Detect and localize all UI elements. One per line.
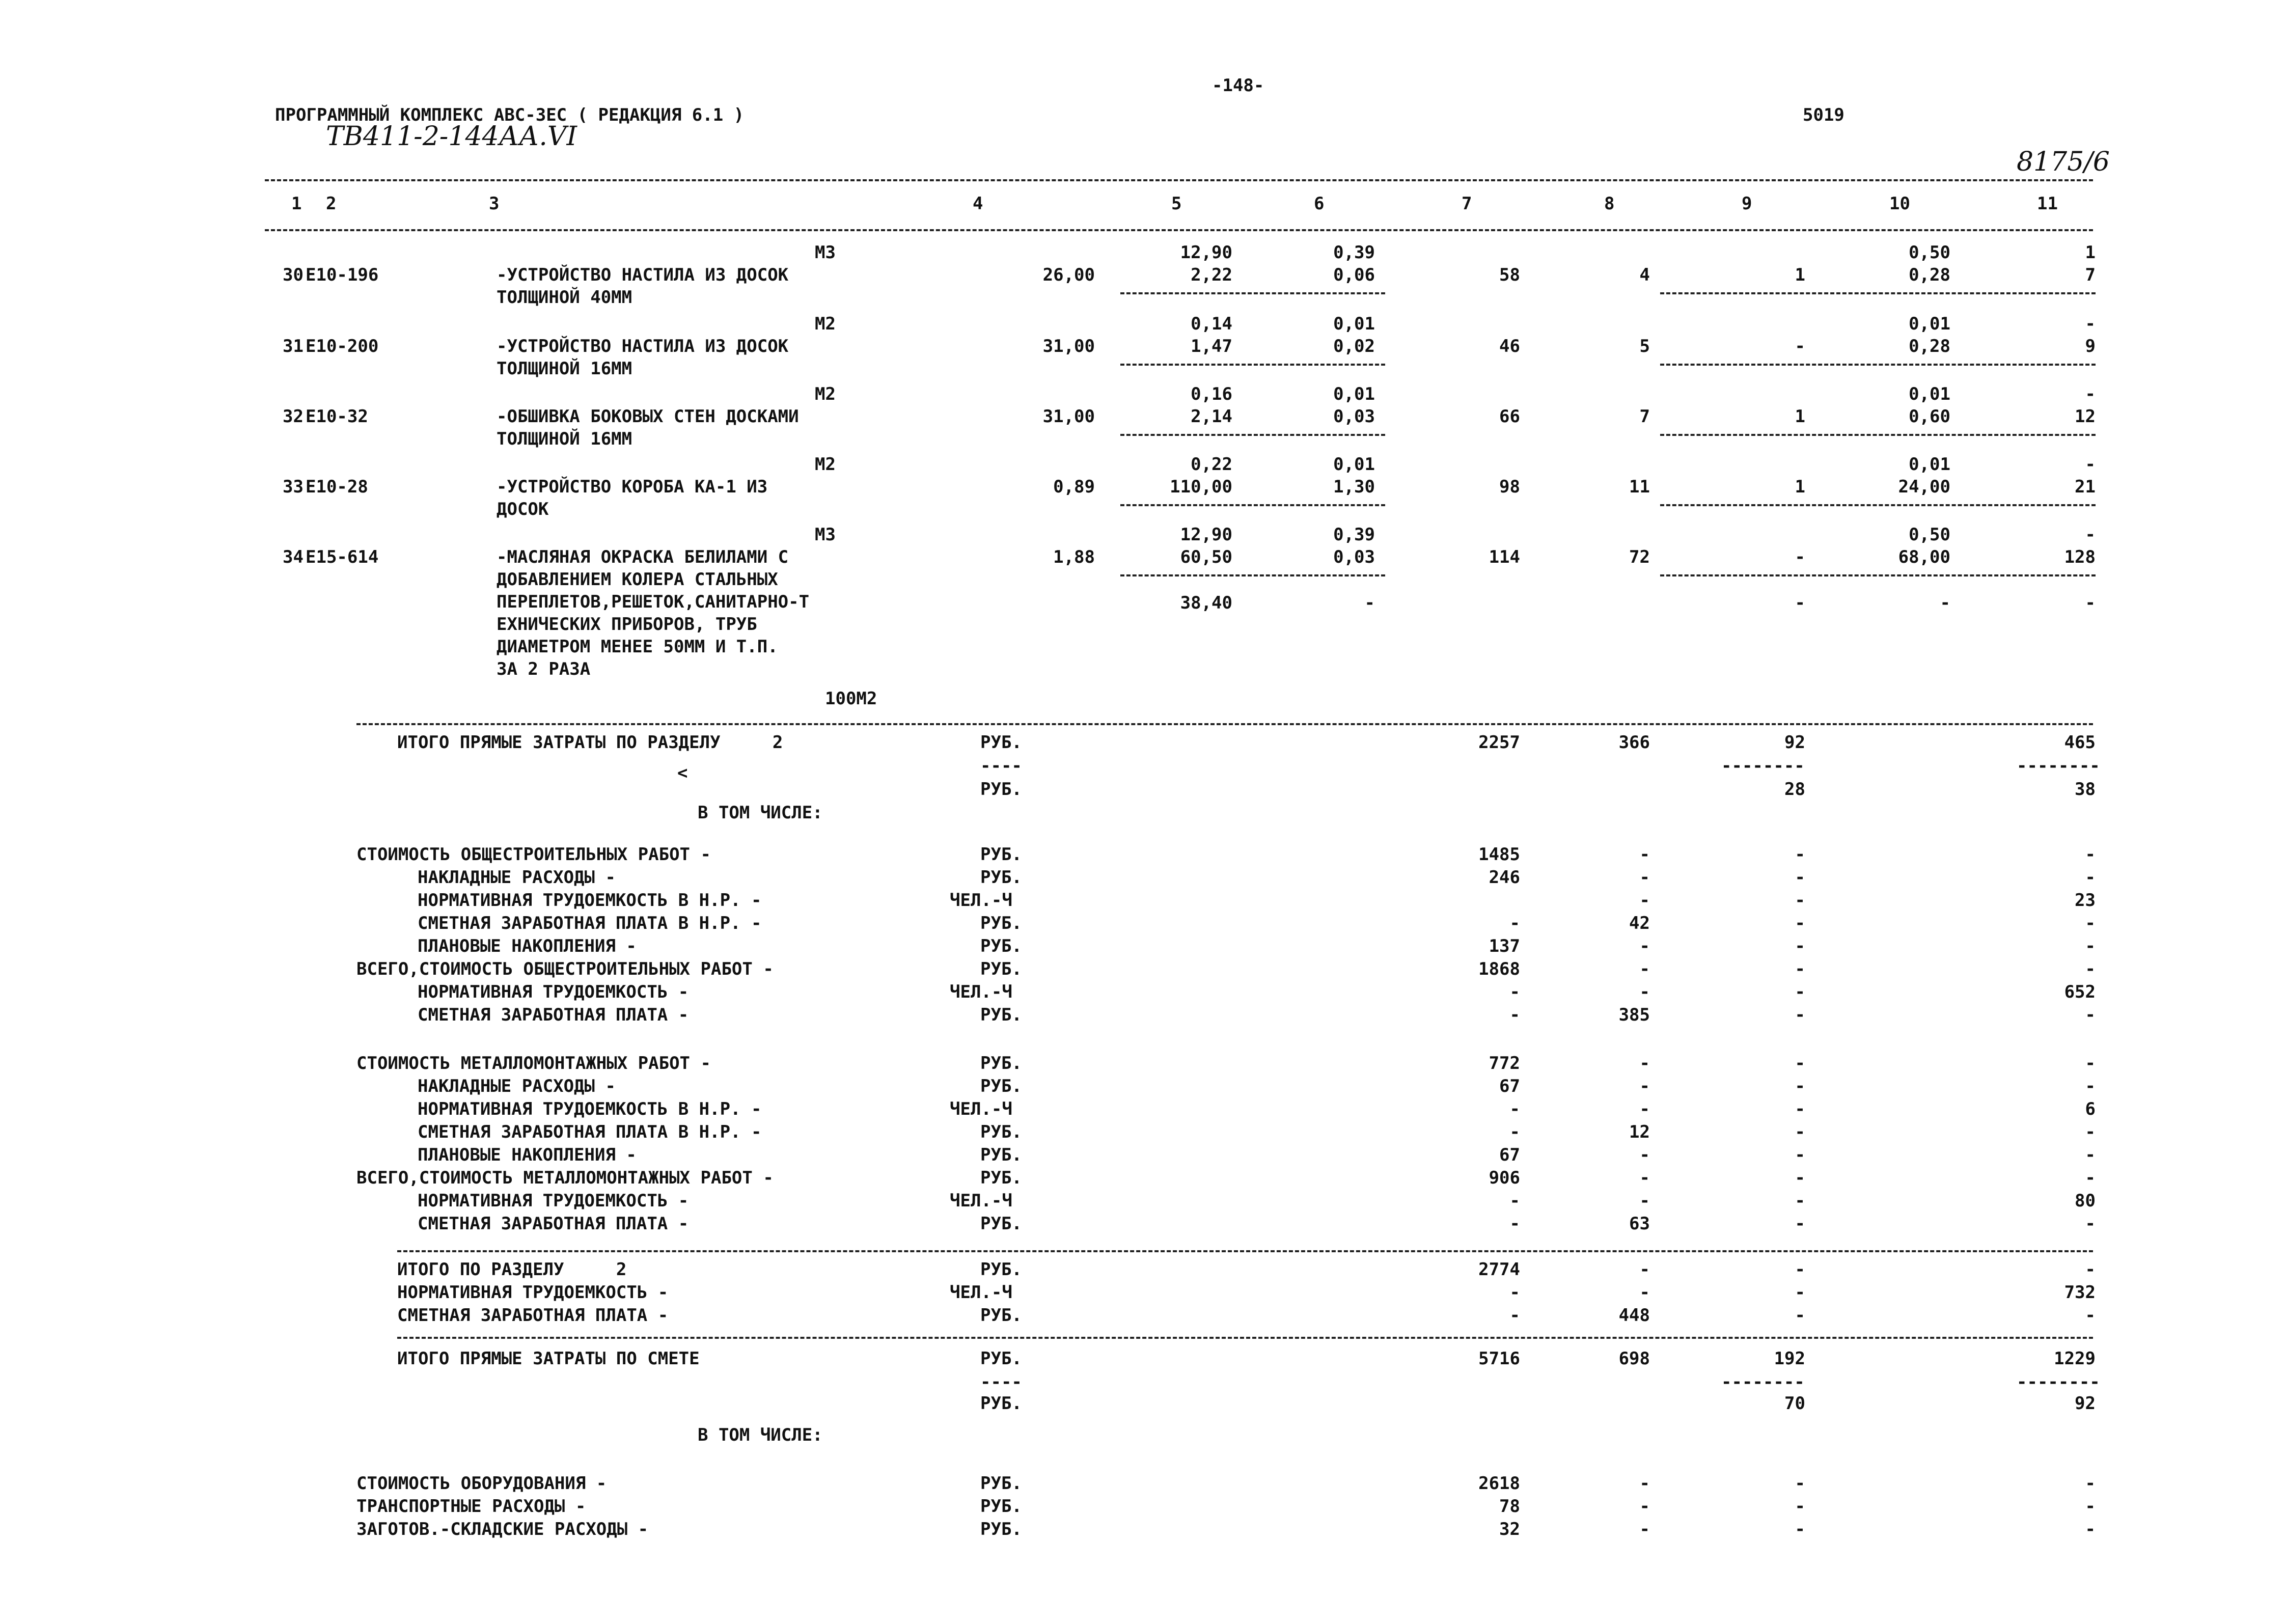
breakdown-c7: - — [1509, 913, 1520, 933]
item-c5-top: 0,16 — [1191, 384, 1232, 404]
breakdown-c8: 385 — [1618, 1005, 1650, 1025]
breakdown-label: СМЕТНАЯ ЗАРАБОТНАЯ ПЛАТА - — [418, 1214, 689, 1234]
item-c4: 0,89 — [1053, 477, 1095, 497]
estimate-total-c9: 192 — [1774, 1348, 1805, 1369]
breakdown-c11: - — [2085, 1005, 2096, 1025]
breakdown-unit: РУБ. — [980, 1122, 1022, 1142]
item-subrule — [1120, 434, 1385, 436]
item-c10: 24,00 — [1898, 477, 1950, 497]
item-unit: М2 — [815, 384, 836, 404]
breakdown-c11: - — [2085, 936, 2096, 956]
column-header-10: 10 — [1889, 194, 1910, 214]
breakdown-label: НАКЛАДНЫЕ РАСХОДЫ - — [418, 1076, 616, 1096]
section-sum-c11: - — [2085, 1305, 2096, 1326]
equipment-c7: 32 — [1499, 1519, 1520, 1539]
breakdown-c8: - — [1639, 1053, 1650, 1074]
breakdown-c8: 12 — [1629, 1122, 1650, 1142]
item-description: ПЕРЕПЛЕТОВ,РЕШЕТОК,САНИТАРНО-Т — [497, 592, 810, 612]
estimate-total-sub-c9: 70 — [1784, 1393, 1805, 1414]
column-header-4: 4 — [973, 194, 983, 214]
item-c8: 72 — [1629, 547, 1650, 567]
item-subrule — [1120, 364, 1385, 366]
breakdown-label: НОРМАТИВНАЯ ТРУДОЕМКОСТЬ - — [418, 982, 689, 1002]
equipment-c8: - — [1639, 1473, 1650, 1494]
item-c10: 0,28 — [1909, 265, 1950, 285]
item-c10: 68,00 — [1898, 547, 1950, 567]
item-c6-top: 0,39 — [1333, 525, 1375, 545]
section-total-sub-unit: РУБ. — [980, 779, 1022, 800]
equipment-unit: РУБ. — [980, 1519, 1022, 1539]
item-subrule — [1660, 292, 2096, 294]
item-c5: 2,22 — [1191, 265, 1232, 285]
item-c11: 12 — [2075, 406, 2096, 427]
breakdown-unit: РУБ. — [980, 1168, 1022, 1188]
item-c5: 60,50 — [1180, 547, 1232, 567]
section-sum-c9: - — [1795, 1259, 1805, 1280]
equipment-c11: - — [2085, 1519, 2096, 1539]
page-mark: -148- — [1212, 75, 1264, 96]
item-c7: 98 — [1499, 477, 1520, 497]
breakdown-unit: РУБ. — [980, 1053, 1022, 1074]
equipment-c9: - — [1795, 1519, 1805, 1539]
item-c4: 31,00 — [1042, 406, 1095, 427]
breakdown-unit: РУБ. — [980, 1214, 1022, 1234]
dash-mark: ---- — [980, 1372, 1022, 1392]
item-c10-top: 0,01 — [1909, 384, 1950, 404]
item-c11-top: - — [2085, 314, 2096, 334]
breakdown-c11: - — [2085, 1168, 2096, 1188]
item-c10-top: 0,01 — [1909, 314, 1950, 334]
handwritten-id: ТВ411-2-144АА.VI — [326, 121, 577, 152]
item-c8: 11 — [1629, 477, 1650, 497]
item-description: ТОЛЩИНОЙ 16ММ — [497, 429, 632, 449]
breakdown-unit: ЧЕЛ.-Ч — [950, 1099, 1012, 1119]
breakdown-c8: - — [1639, 844, 1650, 865]
breakdown-c7: - — [1509, 1122, 1520, 1142]
breakdown-label: НАКЛАДНЫЕ РАСХОДЫ - — [418, 867, 616, 888]
breakdown-c9: - — [1795, 1122, 1805, 1142]
program-title: ПРОГРАММНЫЙ КОМПЛЕКС АВС-ЗЕС ( РЕДАКЦИЯ 6.1 ) — [275, 105, 745, 125]
sheet-ref: 8175/6 — [2017, 147, 2110, 177]
item-c5-top: 12,90 — [1180, 242, 1232, 263]
item-c7: 66 — [1499, 406, 1520, 427]
equipment-c8: - — [1639, 1519, 1650, 1539]
item-c8: 4 — [1639, 265, 1650, 285]
item-subrule — [1660, 434, 2096, 436]
item-subrule — [1120, 504, 1385, 506]
column-header-8: 8 — [1604, 194, 1615, 214]
equipment-label: СТОИМОСТЬ ОБОРУДОВАНИЯ - — [356, 1473, 607, 1494]
section-sum-c8: - — [1639, 1282, 1650, 1303]
breakdown-c11: - — [2085, 844, 2096, 865]
breakdown-c7: 246 — [1489, 867, 1520, 888]
item-code: Е10-32 — [306, 406, 368, 427]
arrow-mark: < — [677, 763, 688, 783]
section-total-sub-c11: 38 — [2075, 779, 2096, 800]
item-description: ДИАМЕТРОМ МЕНЕЕ 50ММ И Т.П. — [497, 637, 778, 657]
breakdown-c8: - — [1639, 867, 1650, 888]
item-c5: 1,47 — [1191, 336, 1232, 356]
breakdown-c8: - — [1639, 1076, 1650, 1096]
breakdown-c7: 67 — [1499, 1076, 1520, 1096]
section-total-c9: 92 — [1784, 732, 1805, 753]
section-sum-label: СМЕТНАЯ ЗАРАБОТНАЯ ПЛАТА - — [397, 1305, 669, 1326]
breakdown-unit: РУБ. — [980, 913, 1022, 933]
breakdown-label: НОРМАТИВНАЯ ТРУДОЕМКОСТЬ В Н.Р. - — [418, 890, 762, 911]
item-subrule — [1120, 292, 1385, 294]
item-c9: 1 — [1795, 406, 1805, 427]
section-rule — [397, 1337, 2093, 1339]
item-c6-top: 0,39 — [1333, 242, 1375, 263]
breakdown-c8: - — [1639, 1145, 1650, 1165]
breakdown-c8: - — [1639, 982, 1650, 1002]
item-subrule — [1660, 504, 2096, 506]
item-c11: 128 — [2064, 547, 2096, 567]
item-subrule — [1660, 574, 2096, 576]
section-sum-c9: - — [1795, 1305, 1805, 1326]
item-number: 32 — [283, 406, 304, 427]
item-c10-top: 0,01 — [1909, 454, 1950, 475]
breakdown-label: СТОИМОСТЬ ОБЩЕСТРОИТЕЛЬНЫХ РАБОТ - — [356, 844, 711, 865]
breakdown-unit: РУБ. — [980, 936, 1022, 956]
breakdown-c7: 906 — [1489, 1168, 1520, 1188]
column-header-2: 2 — [326, 194, 337, 214]
item-description: -УСТРОЙСТВО КОРОБА КА-1 ИЗ — [497, 477, 768, 497]
item-c9-bottom: - — [1795, 593, 1805, 613]
section-sum-label: ИТОГО ПО РАЗДЕЛУ 2 — [397, 1259, 627, 1280]
item-description: ЗА 2 РАЗА — [497, 659, 591, 679]
item-description: -ОБШИВКА БОКОВЫХ СТЕН ДОСКАМИ — [497, 406, 799, 427]
item-c4: 1,88 — [1053, 547, 1095, 567]
breakdown-c8: 42 — [1629, 913, 1650, 933]
breakdown-c11: - — [2085, 867, 2096, 888]
item-c6: 0,06 — [1333, 265, 1375, 285]
section-sum-unit: ЧЕЛ.-Ч — [950, 1282, 1012, 1303]
section-sum-c7: - — [1509, 1282, 1520, 1303]
item-c11-bottom: - — [2085, 593, 2096, 613]
section-sum-c7: - — [1509, 1305, 1520, 1326]
column-header-3: 3 — [489, 194, 500, 214]
item-description: -УСТРОЙСТВО НАСТИЛА ИЗ ДОСОК — [497, 265, 789, 285]
equipment-label: ЗАГОТОВ.-СКЛАДСКИЕ РАСХОДЫ - — [356, 1519, 649, 1539]
item-number: 34 — [283, 547, 304, 567]
item-code: Е15-614 — [306, 547, 379, 567]
breakdown-unit: РУБ. — [980, 867, 1022, 888]
header-rule-bottom — [265, 229, 2093, 231]
item-number: 30 — [283, 265, 304, 285]
item-c10-top: 0,50 — [1909, 525, 1950, 545]
dash-mark: -------- — [1721, 1372, 1805, 1392]
breakdown-c9: - — [1795, 959, 1805, 979]
item-c8: 7 — [1639, 406, 1650, 427]
breakdown-c9: - — [1795, 844, 1805, 865]
item-c10-bottom: - — [1940, 593, 1950, 613]
section-total-unit: РУБ. — [980, 732, 1022, 753]
breakdown-c9: - — [1795, 1191, 1805, 1211]
item-c4: 31,00 — [1042, 336, 1095, 356]
item-code: Е10-200 — [306, 336, 379, 356]
breakdown-c8: - — [1639, 890, 1650, 911]
breakdown-label: ВСЕГО,СТОИМОСТЬ ОБЩЕСТРОИТЕЛЬНЫХ РАБОТ - — [356, 959, 774, 979]
breakdown-c9: - — [1795, 890, 1805, 911]
breakdown-c7: 67 — [1499, 1145, 1520, 1165]
breakdown-c8: - — [1639, 1099, 1650, 1119]
breakdown-c11: 6 — [2085, 1099, 2096, 1119]
breakdown-c11: - — [2085, 1145, 2096, 1165]
equipment-label: ТРАНСПОРТНЫЕ РАСХОДЫ - — [356, 1496, 586, 1517]
item-c8: 5 — [1639, 336, 1650, 356]
item-unit-after: 100М2 — [825, 689, 877, 709]
section-rule — [397, 1250, 2093, 1252]
item-c11-top: 1 — [2085, 242, 2096, 263]
item-c7: 114 — [1489, 547, 1520, 567]
column-header-6: 6 — [1314, 194, 1325, 214]
section-total-c7: 2257 — [1478, 732, 1520, 753]
breakdown-c11: - — [2085, 959, 2096, 979]
equipment-c9: - — [1795, 1473, 1805, 1494]
section-sum-c11: 732 — [2064, 1282, 2096, 1303]
breakdown-label: ПЛАНОВЫЕ НАКОПЛЕНИЯ - — [418, 936, 637, 956]
equipment-c7: 78 — [1499, 1496, 1520, 1517]
item-description: -МАСЛЯНАЯ ОКРАСКА БЕЛИЛАМИ С — [497, 547, 789, 567]
item-c9: - — [1795, 336, 1805, 356]
breakdown-c9: - — [1795, 1053, 1805, 1074]
breakdown-c7: 1868 — [1478, 959, 1520, 979]
section-rule — [356, 723, 2093, 725]
breakdown-c9: - — [1795, 867, 1805, 888]
breakdown-c11: 23 — [2075, 890, 2096, 911]
breakdown-c9: - — [1795, 1099, 1805, 1119]
item-c4: 26,00 — [1042, 265, 1095, 285]
breakdown-unit: РУБ. — [980, 1005, 1022, 1025]
item-c5-top: 0,22 — [1191, 454, 1232, 475]
item-c11-top: - — [2085, 525, 2096, 545]
item-number: 31 — [283, 336, 304, 356]
dash-mark: -------- — [2017, 1372, 2100, 1392]
estimate-total-c7: 5716 — [1478, 1348, 1520, 1369]
breakdown-c8: - — [1639, 936, 1650, 956]
breakdown-c11: 652 — [2064, 982, 2096, 1002]
item-description: ТОЛЩИНОЙ 40ММ — [497, 287, 632, 308]
item-description: ДОСОК — [497, 499, 549, 519]
including-heading: В ТОМ ЧИСЛЕ: — [698, 1425, 823, 1445]
column-header-11: 11 — [2037, 194, 2058, 214]
breakdown-c7: - — [1509, 1191, 1520, 1211]
item-c5-top: 12,90 — [1180, 525, 1232, 545]
equipment-c8: - — [1639, 1496, 1650, 1517]
item-c6-bottom: - — [1364, 593, 1375, 613]
breakdown-c11: - — [2085, 1122, 2096, 1142]
item-c6: 0,03 — [1333, 547, 1375, 567]
item-c10: 0,28 — [1909, 336, 1950, 356]
section-total-sub-c9: 28 — [1784, 779, 1805, 800]
section-sum-c7: 2774 — [1478, 1259, 1520, 1280]
breakdown-unit: РУБ. — [980, 1145, 1022, 1165]
item-subrule — [1120, 574, 1385, 576]
document-code: 5019 — [1803, 105, 1844, 125]
breakdown-label: НОРМАТИВНАЯ ТРУДОЕМКОСТЬ В Н.Р. - — [418, 1099, 762, 1119]
section-sum-label: НОРМАТИВНАЯ ТРУДОЕМКОСТЬ - — [397, 1282, 669, 1303]
breakdown-c9: - — [1795, 936, 1805, 956]
item-description: ТОЛЩИНОЙ 16ММ — [497, 359, 632, 379]
breakdown-c8: - — [1639, 959, 1650, 979]
equipment-c11: - — [2085, 1496, 2096, 1517]
estimate-total-sub-unit: РУБ. — [980, 1393, 1022, 1414]
item-c6: 0,02 — [1333, 336, 1375, 356]
section-total-c8: 366 — [1618, 732, 1650, 753]
breakdown-c7: 772 — [1489, 1053, 1520, 1074]
breakdown-unit: ЧЕЛ.-Ч — [950, 982, 1012, 1002]
item-c10-top: 0,50 — [1909, 242, 1950, 263]
equipment-c11: - — [2085, 1473, 2096, 1494]
item-subrule — [1660, 364, 2096, 366]
item-c7: 58 — [1499, 265, 1520, 285]
breakdown-unit: ЧЕЛ.-Ч — [950, 1191, 1012, 1211]
item-c9: 1 — [1795, 265, 1805, 285]
breakdown-c9: - — [1795, 1214, 1805, 1234]
breakdown-label: ВСЕГО,СТОИМОСТЬ МЕТАЛЛОМОНТАЖНЫХ РАБОТ - — [356, 1168, 774, 1188]
item-number: 33 — [283, 477, 304, 497]
breakdown-unit: РУБ. — [980, 959, 1022, 979]
breakdown-unit: РУБ. — [980, 1076, 1022, 1096]
item-c9: 1 — [1795, 477, 1805, 497]
item-c5: 110,00 — [1170, 477, 1232, 497]
breakdown-c7: 1485 — [1478, 844, 1520, 865]
breakdown-c8: - — [1639, 1168, 1650, 1188]
item-c5-top: 0,14 — [1191, 314, 1232, 334]
breakdown-c7: - — [1509, 982, 1520, 1002]
equipment-unit: РУБ. — [980, 1496, 1022, 1517]
section-sum-unit: РУБ. — [980, 1305, 1022, 1326]
section-sum-c9: - — [1795, 1282, 1805, 1303]
breakdown-c9: - — [1795, 913, 1805, 933]
breakdown-c11: 80 — [2075, 1191, 2096, 1211]
item-c11: 9 — [2085, 336, 2096, 356]
breakdown-label: СМЕТНАЯ ЗАРАБОТНАЯ ПЛАТА - — [418, 1005, 689, 1025]
breakdown-c9: - — [1795, 1145, 1805, 1165]
item-unit: М2 — [815, 454, 836, 475]
item-c7: 46 — [1499, 336, 1520, 356]
column-header-7: 7 — [1462, 194, 1472, 214]
item-c10: 0,60 — [1909, 406, 1950, 427]
section-sum-c8: 448 — [1618, 1305, 1650, 1326]
dash-mark: -------- — [2017, 756, 2100, 776]
breakdown-label: НОРМАТИВНАЯ ТРУДОЕМКОСТЬ - — [418, 1191, 689, 1211]
breakdown-c7: 137 — [1489, 936, 1520, 956]
estimate-total-label: ИТОГО ПРЯМЫЕ ЗАТРАТЫ ПО СМЕТЕ — [397, 1348, 700, 1369]
item-c6-top: 0,01 — [1333, 454, 1375, 475]
breakdown-c11: - — [2085, 913, 2096, 933]
item-description: -УСТРОЙСТВО НАСТИЛА ИЗ ДОСОК — [497, 336, 789, 356]
section-total-label: ИТОГО ПРЯМЫЕ ЗАТРАТЫ ПО РАЗДЕЛУ 2 — [397, 732, 783, 753]
estimate-total-sub-c11: 92 — [2075, 1393, 2096, 1414]
item-description: ДОБАВЛЕНИЕМ КОЛЕРА СТАЛЬНЫХ — [497, 569, 778, 590]
estimate-total-unit: РУБ. — [980, 1348, 1022, 1369]
breakdown-label: СМЕТНАЯ ЗАРАБОТНАЯ ПЛАТА В Н.Р. - — [418, 1122, 762, 1142]
column-header-5: 5 — [1171, 194, 1182, 214]
breakdown-c9: - — [1795, 982, 1805, 1002]
item-code: Е10-196 — [306, 265, 379, 285]
item-c5-bottom: 38,40 — [1180, 593, 1232, 613]
column-header-1: 1 — [291, 194, 302, 214]
header-rule-top — [265, 179, 2093, 181]
item-unit: М3 — [815, 525, 836, 545]
item-c11-top: - — [2085, 454, 2096, 475]
breakdown-c8: - — [1639, 1191, 1650, 1211]
column-header-9: 9 — [1742, 194, 1752, 214]
breakdown-unit: ЧЕЛ.-Ч — [950, 890, 1012, 911]
equipment-c9: - — [1795, 1496, 1805, 1517]
item-c6-top: 0,01 — [1333, 384, 1375, 404]
item-c6-top: 0,01 — [1333, 314, 1375, 334]
breakdown-c9: - — [1795, 1005, 1805, 1025]
section-sum-c11: - — [2085, 1259, 2096, 1280]
breakdown-c9: - — [1795, 1076, 1805, 1096]
item-description: ЕХНИЧЕСКИХ ПРИБОРОВ, ТРУБ — [497, 614, 757, 635]
section-sum-unit: РУБ. — [980, 1259, 1022, 1280]
item-c5: 2,14 — [1191, 406, 1232, 427]
estimate-total-c11: 1229 — [2054, 1348, 2096, 1369]
section-sum-c8: - — [1639, 1259, 1650, 1280]
item-unit: М2 — [815, 314, 836, 334]
dash-mark: -------- — [1721, 756, 1805, 776]
equipment-unit: РУБ. — [980, 1473, 1022, 1494]
breakdown-label: СТОИМОСТЬ МЕТАЛЛОМОНТАЖНЫХ РАБОТ - — [356, 1053, 711, 1074]
breakdown-c11: - — [2085, 1076, 2096, 1096]
item-c11: 7 — [2085, 265, 2096, 285]
breakdown-label: ПЛАНОВЫЕ НАКОПЛЕНИЯ - — [418, 1145, 637, 1165]
breakdown-c7: - — [1509, 1099, 1520, 1119]
item-c11: 21 — [2075, 477, 2096, 497]
item-c6: 0,03 — [1333, 406, 1375, 427]
dash-mark: ---- — [980, 756, 1022, 776]
breakdown-c7: - — [1509, 1005, 1520, 1025]
item-unit: М3 — [815, 242, 836, 263]
item-code: Е10-28 — [306, 477, 368, 497]
including-heading: В ТОМ ЧИСЛЕ: — [698, 803, 823, 823]
item-c11-top: - — [2085, 384, 2096, 404]
breakdown-unit: РУБ. — [980, 844, 1022, 865]
breakdown-label: СМЕТНАЯ ЗАРАБОТНАЯ ПЛАТА В Н.Р. - — [418, 913, 762, 933]
equipment-c7: 2618 — [1478, 1473, 1520, 1494]
breakdown-c7: - — [1509, 1214, 1520, 1234]
breakdown-c8: 63 — [1629, 1214, 1650, 1234]
breakdown-c11: - — [2085, 1214, 2096, 1234]
section-total-c11: 465 — [2064, 732, 2096, 753]
breakdown-c11: - — [2085, 1053, 2096, 1074]
breakdown-c9: - — [1795, 1168, 1805, 1188]
estimate-total-c8: 698 — [1618, 1348, 1650, 1369]
item-c9: - — [1795, 547, 1805, 567]
item-c6: 1,30 — [1333, 477, 1375, 497]
